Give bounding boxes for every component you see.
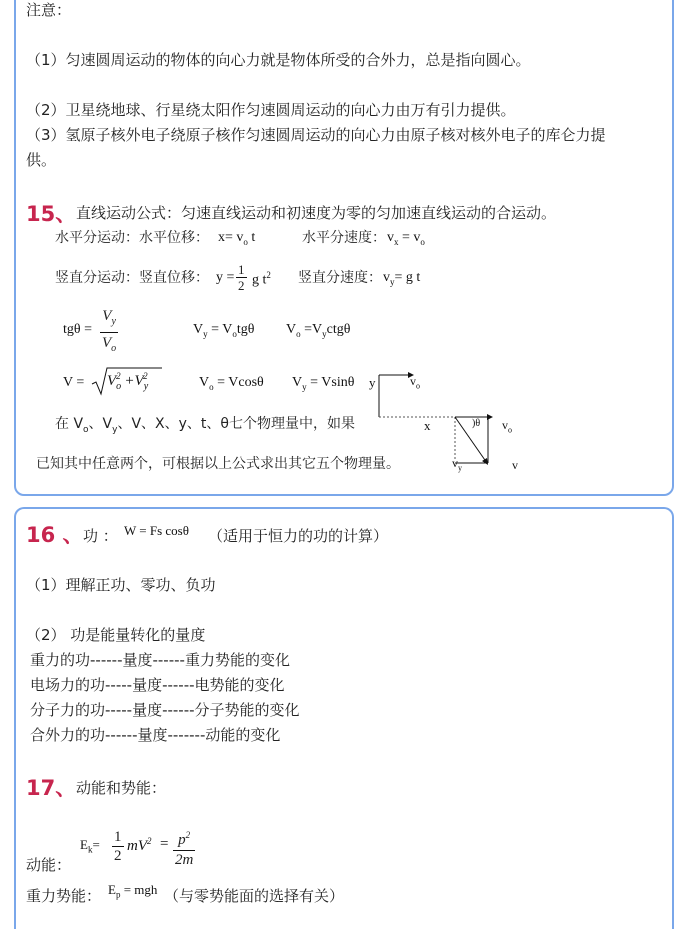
note-3-line-1: （3）氢原子核外电子绕原子核作匀速圆周运动的向心力由原子核对核外电子的库仑力提 — [26, 126, 606, 144]
kinetic-energy-equals: = — [160, 836, 169, 852]
horizontal-velocity-formula: $v_x = v_o$ — [387, 230, 425, 247]
work-formula-note: （适用于恒力的功的计算） — [208, 527, 389, 545]
note-2: （2）卫星绕地球、行星绕太阳作匀速圆周运动的向心力由万有引力提供。 — [26, 101, 516, 119]
vertical-displacement-fraction: $\frac{1}{2}$ — [238, 262, 245, 293]
vo-formula-1: $V_o =V_yctg\theta$ — [286, 322, 351, 339]
kinetic-energy-label: 动能： — [26, 856, 72, 874]
section-15-number: 15、 — [26, 202, 77, 226]
note-label: 注意： — [26, 1, 72, 19]
vertical-displacement-prefix: y = — [216, 270, 235, 285]
note-1: （1）匀速圆周运动的物体的向心力就是物体所受的合外力，总是指向圆心。 — [26, 51, 531, 69]
diagram-vy-label: $v_y$ — [452, 456, 462, 473]
diagram-x-label: x — [424, 418, 431, 433]
kinetic-energy-mv2: $mV^2$ — [127, 836, 152, 854]
v-magnitude-radicand: $V_o^2 +V_y^2$ — [107, 371, 149, 392]
vertical-displacement-formula: g $t^2$ — [252, 270, 271, 288]
work-point-2: （2） 功是能量转化的量度 — [26, 626, 206, 644]
diagram-v-label: v — [512, 458, 518, 472]
quantities-line: 在 $V_o$、$V_y$、V、X、y、t、θ七个物理量中，如果 — [55, 416, 355, 435]
tg-theta-prefix: tgθ = — [63, 322, 92, 337]
vertical-velocity-label: 竖直分速度： — [298, 270, 382, 286]
section-17-title: 动能和势能： — [76, 779, 167, 797]
diagram-vo-top-label: $v_o$ — [410, 374, 420, 391]
note-3-line-2: 供。 — [26, 151, 57, 169]
v-magnitude-prefix: V = — [63, 375, 85, 390]
kinetic-energy-symbol: $E_k=$ — [80, 837, 100, 855]
work-point-1: （1）理解正功、零功、负功 — [26, 576, 216, 594]
kinetic-energy-fraction-1: $\frac{1}{2}$ — [114, 829, 122, 864]
horizontal-velocity-label: 水平分速度： — [302, 230, 386, 246]
potential-energy-label: 重力势能： — [26, 887, 102, 905]
work-gravity: 重力的功------量度------重力势能的变化 — [30, 651, 290, 669]
vy-formula-1: $V_y = V_otg\theta$ — [193, 322, 255, 339]
horizontal-displacement-formula: $x= v_o$ t — [218, 230, 256, 247]
horizontal-motion-label: 水平分运动：水平位移： — [55, 230, 209, 246]
section-17-number: 17、 — [26, 776, 77, 800]
potential-energy-formula: $E_p$ = mgh — [108, 882, 158, 900]
potential-energy-note: （与零势能面的选择有关） — [164, 887, 345, 905]
work-electric: 电场力的功-----量度------电势能的变化 — [30, 676, 285, 694]
vertical-velocity-formula: $v_y= g$ t — [383, 270, 421, 287]
section-16-number: 16 、 — [26, 523, 84, 547]
diagram-vo-right-label: $v_o$ — [502, 418, 512, 435]
diagram-y-label: y — [369, 375, 376, 390]
work-molecular: 分子力的功-----量度------分子势能的变化 — [30, 701, 300, 719]
work-net-force: 合外力的功------量度-------动能的变化 — [30, 726, 281, 744]
tg-theta-fraction: $\frac{V_y}{V_o}$ — [102, 308, 117, 354]
diagram-theta-label: )θ — [472, 418, 481, 429]
conclusion-line: 已知其中任意两个，可根据以上公式求出其它五个物理量。 — [36, 456, 400, 472]
work-formula: W = Fs cosθ — [124, 523, 189, 538]
vo-formula-2: $V_o = Vcos\theta$ — [199, 375, 264, 392]
vy-formula-2: $V_y = Vsin\theta$ — [292, 375, 355, 392]
section-16-title: 功 ： — [83, 527, 118, 545]
vertical-motion-label: 竖直分运动：竖直位移： — [55, 270, 209, 286]
section-15-title: 直线运动公式：匀速直线运动和初速度为零的匀加速直线运动的合运动。 — [76, 204, 557, 222]
kinetic-energy-fraction-2: $\frac{p^2}{2m}$ — [173, 826, 195, 870]
